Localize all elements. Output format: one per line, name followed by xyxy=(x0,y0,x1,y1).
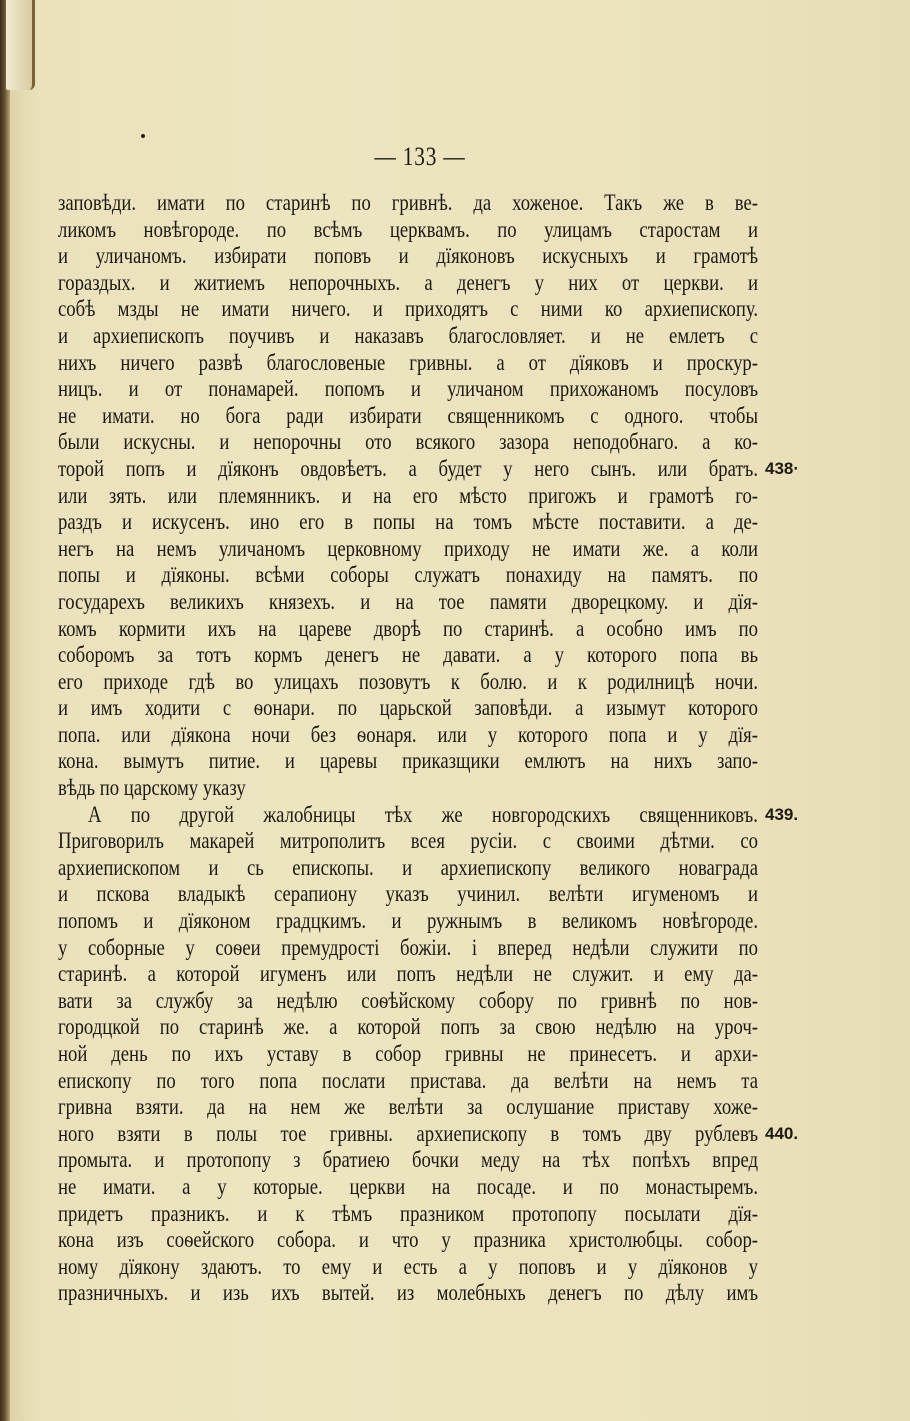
text-line: попы и дїяконы. всѣми соборы служатъ понахиду на памятъ. по xyxy=(58,562,759,588)
book-binding-edge xyxy=(0,0,10,1421)
text-line: ному дїякону здаютъ. то ему и есть а у поповъ и у дїяконов у xyxy=(58,1253,759,1279)
text-line: или зять. или племянникъ. и на его мѣсто пригожъ и грамотѣ го- xyxy=(58,482,759,508)
text-line: не имати. но бога ради избирати священникомъ с одного. чтобы xyxy=(58,402,759,428)
page-number: — 133 — xyxy=(374,142,466,171)
margin-section-number: 438· xyxy=(765,459,800,478)
body-text xyxy=(58,190,758,1307)
text-line: епископу по того попа послати пристава. да велѣти на немъ та xyxy=(58,1067,759,1093)
text-line: старинѣ. а которой игуменъ или попъ недѣли не служит. и ему да- xyxy=(58,961,759,987)
text-line: государехъ великихъ князехъ. и на тое памяти дворецкому. и дїя- xyxy=(58,588,759,614)
text-line: комъ кормити ихъ на цареве дворѣ по старинѣ. а особно имъ по xyxy=(58,615,759,641)
text-line: нихъ ничего развѣ благословеные гривны. а от дїяковъ и проскур- xyxy=(58,349,759,375)
page-tab-marker xyxy=(6,0,35,90)
text-line: соборомъ за тотъ кормъ денегъ не давати. а у которого попа вь xyxy=(58,642,759,668)
text-line: архиепископом и сь епископы. и архиепископу великого новаграда xyxy=(58,854,759,880)
margin-section-number: 440. xyxy=(765,1124,799,1143)
text-line: вати за службу за недѣлю соѳѣйскому собору по гривнѣ по нов- xyxy=(58,987,759,1013)
text-line-paragraph-start: А по другой жалобницы тѣх же новгородскихъ священниковъ. xyxy=(88,801,758,827)
text-line: городцкой по старинѣ же. а которой попъ за свою недѣлю на уроч- xyxy=(58,1014,759,1040)
text-line: торой попъ и дїяконъ овдовѣетъ. а будет у него сынъ. или братъ. xyxy=(58,455,759,481)
text-line: заповѣди. имати по старинѣ по гривнѣ. да хоженое. Такъ же в ве- xyxy=(58,190,759,215)
text-line: его приходе гдѣ во улицахъ позовутъ к болю. и к родилницѣ ночи. xyxy=(58,668,759,694)
text-line: ницъ. и от понамарей. попомъ и уличаном прихожаномъ посуловъ xyxy=(58,376,759,402)
text-line: у соборные у соѳеи премудрості божiи. і вперед недѣли служити по xyxy=(58,934,759,960)
margin-section-number: 439. xyxy=(765,804,799,824)
text-line: и архиепископъ поучивъ и наказавъ благословляет. и не емлетъ с xyxy=(58,322,759,348)
text-line: гораздых. и житиемъ непорочныхъ. а денегъ у них от церкви. и xyxy=(58,269,759,295)
text-line: промыта. и протопопу з братиею бочки меду на тѣх попѣхъ впред xyxy=(58,1147,759,1173)
text-line: собѣ мзды не имати ничего. и приходятъ с ними ко архиепископу. xyxy=(58,296,759,322)
text-line: негъ на немъ уличаномъ церковному приходу не имати же. а коли xyxy=(58,535,759,561)
text-line: раздъ и искусенъ. ино его в попы на томъ мѣсте поставити. а де- xyxy=(58,509,759,535)
text-line: ной день по ихъ уставу в собор гривны не принесетъ. и архи- xyxy=(58,1041,759,1066)
text-line: попомъ и дїяконом градцкимъ. и ружнымъ в великомъ новѣгороде. xyxy=(58,908,759,934)
text-line: и имъ ходити с ѳонари. по царьской заповѣди. а изымут которого xyxy=(58,695,759,721)
text-line: кона изъ соѳейского собора. и что у празника христолюбцы. собор- xyxy=(58,1227,759,1253)
text-line: и уличаномъ. избирати поповъ и дїяконовъ искусныхъ и грамотѣ xyxy=(58,243,759,269)
text-line: гривна взяти. да на нем же велѣти за ослушание приставу хоже- xyxy=(58,1094,759,1120)
text-line: не имати. а у которые. церкви на посаде. и по монастыремъ. xyxy=(58,1173,759,1199)
text-line: вѣдь по царскому указу xyxy=(58,775,246,801)
text-line: кона. вымутъ питие. и царевы приказщики емлютъ на нихъ запо- xyxy=(58,748,759,774)
text-line: и пскова владыкѣ серапиону указъ учинил. велѣти игуменомъ и xyxy=(58,881,759,907)
text-line: придетъ празникъ. и к тѣмъ празником протопопу посылати дїя- xyxy=(58,1200,759,1226)
text-line: попа. или дїякона ночи без ѳонаря. или у которого попа и у дїя- xyxy=(58,721,759,747)
text-line: ликомъ новѣгороде. по всѣмъ церквамъ. по улицамъ старостам и xyxy=(58,216,759,242)
text-line: ного взяти в полы тое гривны. архиепископу в томъ дву рублевъ xyxy=(58,1120,759,1146)
text-line: празничныхъ. и изь ихъ вытей. из молебныхъ денегъ по дѣлу имъ xyxy=(58,1280,759,1306)
text-line: были искусны. и непорочны ото всякого зазора неподобнаго. а ко- xyxy=(58,429,759,455)
ink-spot xyxy=(141,134,145,138)
text-line: Приговорилъ макарей митрополитъ всея русiи. с своими дѣтми. со xyxy=(58,828,759,854)
